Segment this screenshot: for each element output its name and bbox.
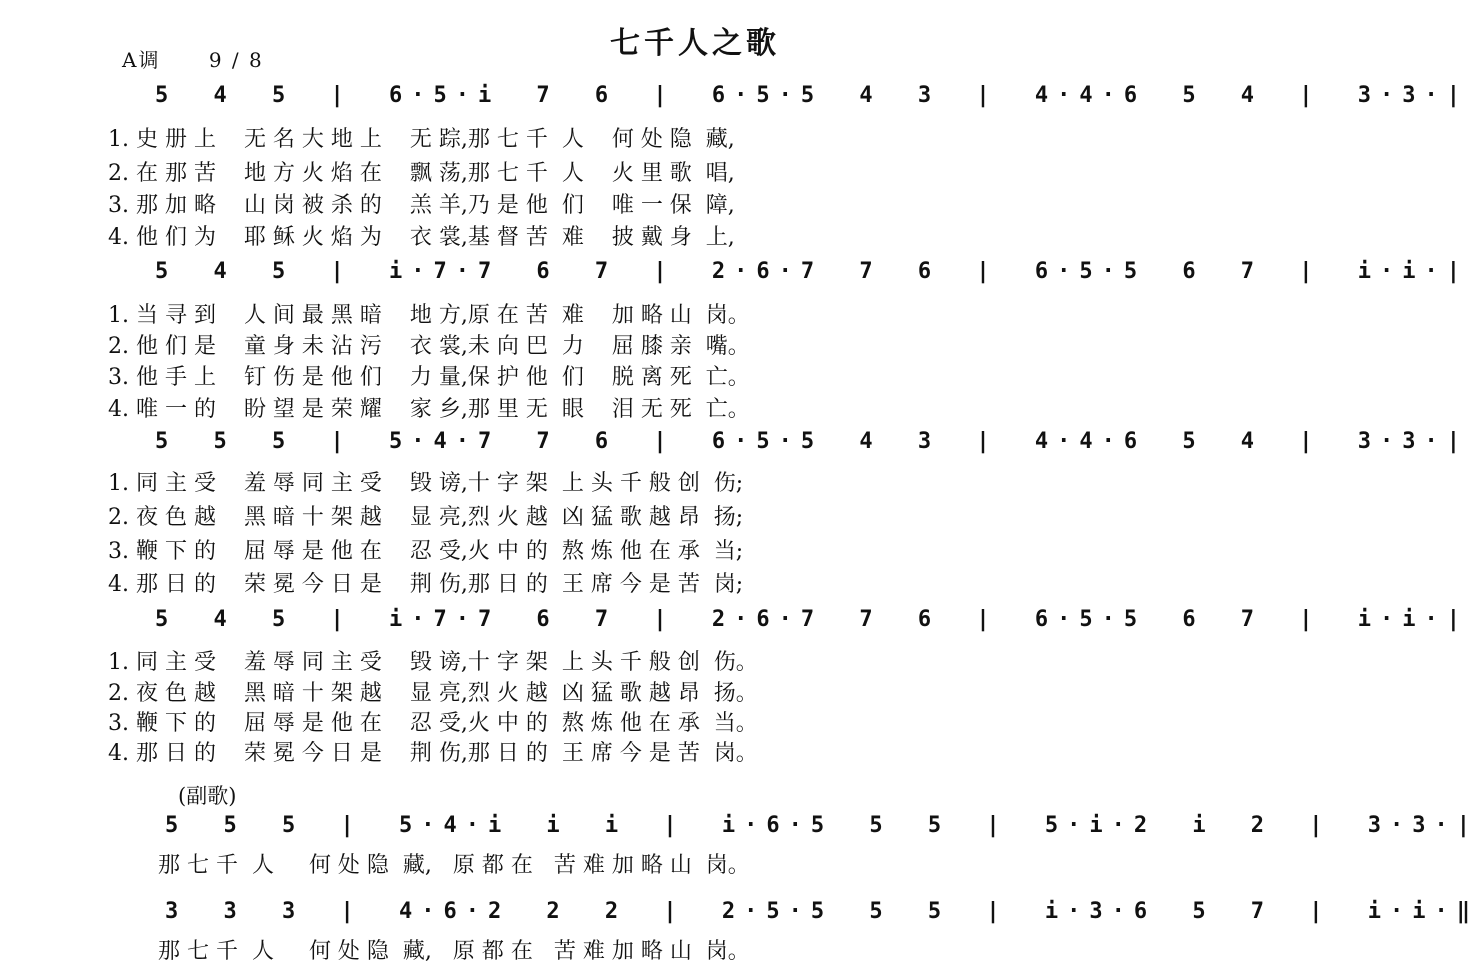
refrain-notation-line: 3 3 3 | 4·6·2 2 2 | 2·5·5 5 5 | i·3·6 5 7 | i·i·‖ (165, 899, 1479, 924)
notation-line: 5 4 5 | i·7·7 6 7 | 2·6·7 7 6 | 6·5·5 6 7 | i·i·| (155, 259, 1470, 284)
lyric-line: 4. 那 日 的 荣 冕 今 日 是 荆 伤,那 日 的 王 席 今 是 苦 岗。 (108, 741, 758, 766)
lyric-line: 1. 当 寻 到 人 间 最 黑 暗 地 方,原 在 苦 难 加 略 山 岗。 (108, 303, 750, 328)
notation-line: 5 4 5 | 6·5·i 7 6 | 6·5·5 4 3 | 4·4·6 5 4 | 3·3·| (155, 83, 1470, 108)
lyric-line: 4. 他 们 为 耶 稣 火 焰 为 衣 裳,基 督 苦 难 披 戴 身 上, (108, 225, 735, 250)
lyric-line: 2. 在 那 苦 地 方 火 焰 在 飘 荡,那 七 千 人 火 里 歌 唱, (108, 161, 735, 186)
lyric-line: 4. 唯 一 的 盼 望 是 荣 耀 家 乡,那 里 无 眼 泪 无 死 亡。 (108, 397, 750, 422)
song-meta (122, 44, 264, 73)
notation-line: 5 4 5 | i·7·7 6 7 | 2·6·7 7 6 | 6·5·5 6 7 | i·i·| (155, 607, 1470, 632)
lyric-line: 4. 那 日 的 荣 冕 今 日 是 荆 伤,那 日 的 王 席 今 是 苦 岗; (108, 572, 744, 597)
lyric-line: 3. 他 手 上 钉 伤 是 他 们 力 量,保 护 他 们 脱 离 死 亡。 (108, 365, 750, 390)
lyric-line: 1. 同 主 受 羞 辱 同 主 受 毁 谤,十 字 架 上 头 千 般 创 伤。 (108, 650, 758, 675)
refrain-lyric-line: 那 七 千 人 何 处 隐 藏, 原 都 在 苦 难 加 略 山 岗。 (158, 853, 750, 878)
refrain-notation-line: 5 5 5 | 5·4·i i i | i·6·5 5 5 | 5·i·2 i 2 | 3·3·| (165, 813, 1479, 838)
lyric-line: 3. 那 加 略 山 岗 被 杀 的 羔 羊,乃 是 他 们 唯 一 保 障, (108, 193, 735, 218)
lyric-line: 3. 鞭 下 的 屈 辱 是 他 在 忍 受,火 中 的 熬 炼 他 在 承 当; (108, 539, 744, 564)
refrain-lyric-line: 那 七 千 人 何 处 隐 藏, 原 都 在 苦 难 加 略 山 岗。 (158, 939, 750, 964)
notation-line: 5 5 5 | 5·4·7 7 6 | 6·5·5 4 3 | 4·4·6 5 4 | 3·3·| (155, 429, 1470, 454)
refrain-label: (副歌) (178, 784, 237, 808)
key-signature: A调 (122, 48, 161, 72)
lyric-line: 2. 夜 色 越 黑 暗 十 架 越 显 亮,烈 火 越 凶 猛 歌 越 昂 扬。 (108, 681, 758, 706)
lyric-line: 3. 鞭 下 的 屈 辱 是 他 在 忍 受,火 中 的 熬 炼 他 在 承 当。 (108, 711, 758, 736)
time-signature: 9 / 8 (208, 48, 264, 72)
song-title: 七千人之歌 (610, 26, 780, 61)
lyric-line: 1. 同 主 受 羞 辱 同 主 受 毁 谤,十 字 架 上 头 千 般 创 伤; (108, 471, 744, 496)
lyric-line: 2. 夜 色 越 黑 暗 十 架 越 显 亮,烈 火 越 凶 猛 歌 越 昂 扬; (108, 505, 744, 530)
lyric-line: 1. 史 册 上 无 名 大 地 上 无 踪,那 七 千 人 何 处 隐 藏, (108, 127, 735, 152)
lyric-line: 2. 他 们 是 童 身 未 沾 污 衣 裳,未 向 巴 力 屈 膝 亲 嘴。 (108, 334, 750, 359)
